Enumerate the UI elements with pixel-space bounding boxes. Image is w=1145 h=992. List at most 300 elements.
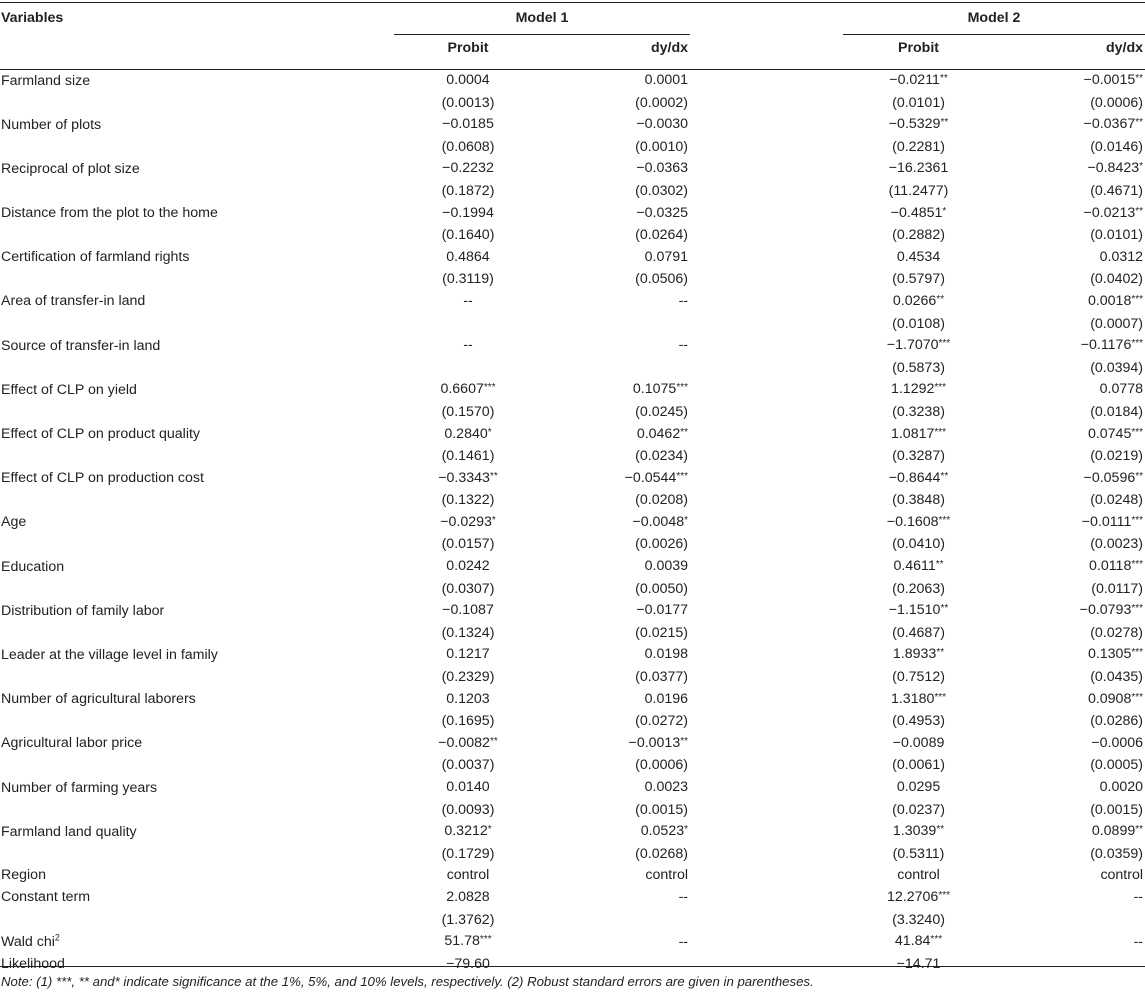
model2-probit-coef-value: −1.7070 xyxy=(886,337,939,354)
model1-dydx-se xyxy=(542,800,690,822)
model2-dydx-coef-significance: *** xyxy=(1131,514,1144,526)
model1-probit-likelihood xyxy=(394,954,542,976)
model1-probit-se xyxy=(394,358,542,380)
table-row xyxy=(0,468,1145,491)
model1-dydx-se-value: (0.0377) xyxy=(635,669,689,686)
model2-probit-se-value: (0.0061) xyxy=(892,757,945,774)
model1-probit-coef-value: -- xyxy=(463,337,473,354)
model1-probit-coef xyxy=(394,556,542,579)
model2-dydx-coef-value: 0.0018 xyxy=(1087,292,1132,309)
model1-probit-se xyxy=(394,137,542,159)
model2-dydx-coef xyxy=(994,556,1145,579)
model1-probit-wald-value: 51.78 xyxy=(444,933,480,950)
model1-dydx-coef xyxy=(542,247,690,270)
table-row xyxy=(0,291,1145,314)
model2-probit-se xyxy=(843,137,994,159)
table-row xyxy=(0,821,1145,844)
model1-probit-constant xyxy=(394,887,542,910)
variable-label xyxy=(0,512,394,535)
model1-dydx-coef-value: -- xyxy=(678,337,689,354)
model1-dydx-se xyxy=(542,225,690,247)
model2-probit-se xyxy=(843,446,994,468)
model1-dydx-coef-value: −0.0177 xyxy=(636,602,689,619)
model1-dydx-se-value: (0.0006) xyxy=(635,757,689,774)
wald-label-superscript: 2 xyxy=(54,931,60,942)
model2-probit-coef-value: 1.8933 xyxy=(892,646,937,663)
model2-dydx-coef xyxy=(994,424,1145,447)
model1-dydx-se xyxy=(542,93,690,115)
model2-probit-se-value: (0.2063) xyxy=(892,580,945,597)
variable-label-value: Reciprocal of plot size xyxy=(1,160,140,177)
model1-probit-coef xyxy=(394,777,542,800)
model2-probit-coef xyxy=(843,335,994,358)
model1-dydx-coef-value: 0.0198 xyxy=(644,646,689,663)
model2-probit-se xyxy=(843,314,994,336)
model2-probit-coef-value: 0.0295 xyxy=(896,779,941,795)
model2-dydx-se-value: (0.0394) xyxy=(1090,359,1144,376)
model2-dydx-se-value: (0.0117) xyxy=(1091,580,1144,597)
model1-probit-coef xyxy=(394,689,542,712)
constant-label xyxy=(0,887,394,910)
variable-label-value: Effect of CLP on production cost xyxy=(1,470,204,487)
model1-probit-coef-value: −0.1087 xyxy=(442,602,494,619)
constant-row xyxy=(0,887,1145,910)
model1-dydx-se-value: (0.0208) xyxy=(635,492,689,509)
model1-dydx-coef-value: 0.1075 xyxy=(632,381,677,398)
model1-probit-se xyxy=(394,490,542,512)
variable-label xyxy=(0,158,394,181)
model1-probit-coef-significance: ** xyxy=(489,735,498,747)
model1-dydx-coef xyxy=(542,733,690,756)
model1-probit-se-value: (0.1640) xyxy=(441,227,495,244)
model2-dydx-se-value: (0.4671) xyxy=(1090,182,1144,199)
model2-dydx-coef-significance: *** xyxy=(1131,647,1144,659)
model1-probit-se-value: (0.0608) xyxy=(441,138,495,155)
table-row xyxy=(0,203,1145,226)
model2-dydx-se xyxy=(994,358,1145,380)
model2-dydx-se xyxy=(994,269,1145,291)
model2-probit-wald xyxy=(843,931,994,954)
model1-probit-coef xyxy=(394,379,542,402)
model1-dydx-wald-value: -- xyxy=(678,933,689,950)
model1-probit-coef xyxy=(394,291,542,314)
model2-probit-se-value: (0.3287) xyxy=(892,448,945,465)
table-row-se xyxy=(0,358,1145,380)
model2-dydx-se-value: (0.0007) xyxy=(1090,315,1144,332)
model2-dydx-coef xyxy=(994,644,1145,667)
model1-dydx-coef-significance: *** xyxy=(676,382,689,394)
model2-dydx-coef xyxy=(994,114,1145,137)
model2-probit-coef-significance: ** xyxy=(940,603,949,615)
model2-dydx-se-value: (0.0286) xyxy=(1090,713,1144,730)
model2-probit-coef-significance: *** xyxy=(934,691,947,703)
model2-dydx-coef-significance: *** xyxy=(1131,338,1144,350)
model1-probit-constant-se-value: (1.3762) xyxy=(441,911,495,928)
model2-probit-coef xyxy=(843,114,994,137)
model2-probit-coef-value: 1.0817 xyxy=(890,425,935,442)
model2-probit-se-value: (0.3848) xyxy=(892,492,945,509)
model2-probit-constant-significance: *** xyxy=(938,889,950,901)
model2-probit-coef-significance: ** xyxy=(936,824,945,836)
model1-dydx-se xyxy=(542,490,690,512)
model2-dydx-region xyxy=(994,865,1145,887)
model2-dydx-coef-significance: ** xyxy=(1135,205,1144,217)
model2-probit-coef-value: 1.3180 xyxy=(890,690,935,707)
model1-probit-se-value: (0.1570) xyxy=(441,403,495,420)
model1-probit-wald xyxy=(394,931,542,954)
model2-dydx-se xyxy=(994,711,1145,733)
model1-dydx-coef xyxy=(542,512,690,535)
model1-dydx-coef xyxy=(542,291,690,314)
model2-dydx-wald xyxy=(994,931,1145,954)
model2-probit-coef-value: 1.1292 xyxy=(890,381,935,398)
model2-probit-se xyxy=(843,844,994,866)
model2-probit-coef-significance: ** xyxy=(936,647,945,659)
model1-dydx-coef-value: -- xyxy=(678,292,689,309)
model2-probit-wald-significance: *** xyxy=(930,934,943,946)
model2-probit-se xyxy=(843,490,994,512)
table-row xyxy=(0,424,1145,447)
model2-dydx-se-value: (0.0219) xyxy=(1090,448,1144,465)
model2-probit-region xyxy=(843,865,994,887)
model1-dydx-se xyxy=(542,402,690,424)
model1-dydx-se-value: (0.0506) xyxy=(635,271,689,288)
variable-label xyxy=(0,291,394,314)
constant-row-se xyxy=(0,910,1145,932)
model2-probit-coef-value: 0.4534 xyxy=(896,248,941,265)
table-row xyxy=(0,70,1145,93)
model1-probit-coef xyxy=(394,70,542,93)
model1-probit-coef-value: −0.0293 xyxy=(440,513,492,530)
table-row xyxy=(0,777,1145,800)
table-row xyxy=(0,114,1145,137)
model1-dydx-se xyxy=(542,534,690,556)
model2-dydx-coef-value: 0.0899 xyxy=(1091,823,1136,840)
table-row xyxy=(0,512,1145,535)
region-label-value: Region xyxy=(1,867,46,884)
model1-dydx-coef-significance: ** xyxy=(680,426,689,438)
model2-dydx-header: dy/dx xyxy=(1105,40,1144,56)
model1-dydx-coef xyxy=(542,203,690,226)
table-row xyxy=(0,247,1145,270)
model1-dydx-coef-significance: ** xyxy=(680,735,689,747)
model2-dydx-coef-value: 0.0020 xyxy=(1099,779,1144,795)
model2-dydx-se xyxy=(994,314,1145,336)
model2-probit-coef-significance: *** xyxy=(934,426,947,438)
variable-label xyxy=(0,689,394,712)
table-row xyxy=(0,556,1145,579)
model2-probit-coef-value: 0.0266 xyxy=(892,292,937,309)
model1-dydx-se-value: (0.0015) xyxy=(635,801,689,818)
variable-label-value: Farmland land quality xyxy=(1,823,137,840)
model2-dydx-coef-value: −0.0111 xyxy=(1081,513,1132,530)
model1-dydx-se xyxy=(542,667,690,689)
model1-dydx-coef-value: −0.0030 xyxy=(636,116,689,133)
model2-dydx-coef xyxy=(994,203,1145,226)
model2-probit-se-value: (0.3238) xyxy=(892,403,945,420)
variable-label xyxy=(0,247,394,270)
variable-label xyxy=(0,70,394,93)
model2-header: Model 2 xyxy=(967,10,1021,26)
table-row-se xyxy=(0,534,1145,556)
model2-probit-coef-value: 1.3039 xyxy=(892,823,937,840)
model1-dydx-constant xyxy=(542,887,690,910)
model2-dydx-coef xyxy=(994,512,1145,535)
variable-label-value: Farmland size xyxy=(1,72,91,89)
model1-dydx-coef-value: −0.0325 xyxy=(636,204,689,221)
model2-probit-se-value: (0.4953) xyxy=(892,713,945,730)
wald-label xyxy=(0,931,394,954)
model2-probit-se xyxy=(843,358,994,380)
variable-label-value: Area of transfer-in land xyxy=(1,293,146,310)
model2-probit-se xyxy=(843,667,994,689)
variable-label-value: Number of plots xyxy=(1,116,102,133)
model2-dydx-coef xyxy=(994,821,1145,844)
variable-label xyxy=(0,821,394,844)
model1-probit-se-value: (0.1729) xyxy=(441,845,495,862)
model2-dydx-se xyxy=(994,844,1145,866)
model2-dydx-se-value: (0.0015) xyxy=(1090,801,1144,818)
model1-dydx-coef-significance: *** xyxy=(676,470,689,482)
model1-probit-coef xyxy=(394,644,542,667)
region-label xyxy=(0,865,394,887)
model1-dydx-se xyxy=(542,269,690,291)
model1-dydx-coef xyxy=(542,335,690,358)
model2-probit-coef xyxy=(843,556,994,579)
table-row xyxy=(0,733,1145,756)
model1-probit-likelihood-value: −79.60 xyxy=(446,955,490,972)
model1-probit-coef-significance: * xyxy=(487,426,492,438)
variable-label xyxy=(0,203,394,226)
model1-probit-se xyxy=(394,446,542,468)
model2-probit-se-value: (0.0108) xyxy=(892,315,945,332)
model2-probit-se-value: (0.0237) xyxy=(892,801,945,818)
model1-dydx-se xyxy=(542,446,690,468)
model1-probit-se xyxy=(394,623,542,645)
model1-dydx-coef-value: 0.0523 xyxy=(640,823,685,840)
model1-probit-se-value: (0.0307) xyxy=(441,580,495,597)
table-row-se xyxy=(0,402,1145,424)
model2-probit-se xyxy=(843,800,994,822)
model1-dydx-se-value: (0.0272) xyxy=(635,713,689,730)
table-row-se xyxy=(0,490,1145,512)
variable-label-value: Education xyxy=(1,558,65,575)
model2-dydx-coef xyxy=(994,379,1145,402)
model1-dydx-se xyxy=(542,755,690,777)
table-row-se xyxy=(0,844,1145,866)
model1-dydx-constant-value: -- xyxy=(678,889,689,906)
model1-dydx-coef-value: −0.0013 xyxy=(628,734,681,751)
model2-dydx-se xyxy=(994,534,1145,556)
model2-dydx-se-value: (0.0146) xyxy=(1090,138,1144,155)
model1-probit-coef-value: 0.2840 xyxy=(444,425,488,442)
model2-dydx-coef xyxy=(994,733,1145,756)
wald-label-text: Wald chi xyxy=(1,933,55,950)
model2-dydx-coef-value: −0.0006 xyxy=(1091,734,1144,751)
model2-dydx-coef xyxy=(994,291,1145,314)
model1-probit-se xyxy=(394,579,542,601)
model2-probit-se xyxy=(843,93,994,115)
model1-probit-se xyxy=(394,402,542,424)
model2-dydx-se-value: (0.0278) xyxy=(1090,624,1144,641)
model1-probit-coef-value: −0.0185 xyxy=(442,116,494,133)
variables-header: Variables xyxy=(1,10,64,26)
model2-probit-coef-significance: *** xyxy=(938,338,951,350)
model2-dydx-coef-value: 0.0908 xyxy=(1087,690,1132,707)
model1-dydx-se-value: (0.0268) xyxy=(635,845,689,862)
model2-probit-likelihood xyxy=(843,954,994,976)
model1-probit-coef xyxy=(394,468,542,491)
model2-dydx-coef-significance: ** xyxy=(1135,824,1144,836)
model2-probit-se-value: (0.5873) xyxy=(892,359,945,376)
table-row-se xyxy=(0,314,1145,336)
model1-dydx-coef-significance: * xyxy=(684,514,689,526)
model1-probit-coef xyxy=(394,821,542,844)
model2-probit-coef-value: −0.4851 xyxy=(890,204,943,221)
model1-probit-coef-significance: *** xyxy=(483,382,496,394)
model1-dydx-coef xyxy=(542,600,690,623)
model1-dydx-se-value: (0.0010) xyxy=(635,138,689,155)
model1-dydx-wald xyxy=(542,931,690,954)
model2-probit-coef-significance: ** xyxy=(935,559,944,571)
constant-label-value: Constant term xyxy=(1,889,91,906)
model2-probit-wald-value: 41.84 xyxy=(894,933,931,950)
model2-dydx-coef-value: 0.0745 xyxy=(1087,425,1132,442)
model1-header: Model 1 xyxy=(515,10,569,26)
model1-probit-se xyxy=(394,534,542,556)
model2-probit-coef-significance: *** xyxy=(934,382,947,394)
model2-dydx-se xyxy=(994,93,1145,115)
model2-dydx-coef-value: 0.0118 xyxy=(1089,558,1132,575)
table-bottom-rule xyxy=(0,966,1145,967)
table-note: Note: (1) ***, ** and* indicate significance at the 1%, 5%, and 10% levels, respectively. (2) Robust standard errors are given in parentheses. xyxy=(1,974,814,989)
model1-dydx-coef xyxy=(542,114,690,137)
model1-probit-coef xyxy=(394,114,542,137)
model2-dydx-se xyxy=(994,402,1145,424)
model1-dydx-coef-significance: * xyxy=(684,824,689,836)
model1-dydx-se xyxy=(542,358,690,380)
model2-dydx-se-value: (0.0359) xyxy=(1090,845,1144,862)
model2-probit-se xyxy=(843,402,994,424)
model2-probit-constant-se xyxy=(843,910,994,932)
model2-probit-coef xyxy=(843,70,994,93)
model2-dydx-coef-value: −0.0213 xyxy=(1083,204,1136,221)
model2-dydx-coef-significance: *** xyxy=(1131,426,1144,438)
model1-probit-se-value: (0.0093) xyxy=(441,801,495,818)
model1-probit-se xyxy=(394,755,542,777)
model1-probit-se xyxy=(394,93,542,115)
model2-dydx-coef xyxy=(994,70,1145,93)
model2-probit-coef-value: −0.1608 xyxy=(886,513,939,530)
variable-label xyxy=(0,114,394,137)
variable-label-value: Certification of farmland rights xyxy=(1,249,190,266)
model1-dydx-coef-value: 0.0001 xyxy=(644,72,689,88)
model1-probit-wald-significance: *** xyxy=(479,934,492,946)
model2-dydx-coef-significance: *** xyxy=(1131,603,1144,615)
table-row xyxy=(0,644,1145,667)
model1-probit-se-value: (0.3119) xyxy=(442,271,494,288)
model2-probit-coef-value: −1.1510 xyxy=(888,602,941,619)
model2-dydx-coef-value: −0.0793 xyxy=(1079,602,1132,619)
model1-dydx-coef-value: 0.0039 xyxy=(644,558,689,575)
model1-dydx-coef xyxy=(542,689,690,712)
likelihood-row xyxy=(0,954,1145,976)
model1-dydx-coef xyxy=(542,70,690,93)
model1-probit-coef xyxy=(394,424,542,447)
model1-dydx-coef-value: 0.0023 xyxy=(644,779,689,795)
model1-probit-coef xyxy=(394,203,542,226)
model2-probit-se-value: (0.0101) xyxy=(892,94,945,111)
table-row-se xyxy=(0,755,1145,777)
model2-probit-constant-se-value: (3.3240) xyxy=(892,911,945,928)
model1-dydx-se xyxy=(542,711,690,733)
model2-probit-se xyxy=(843,579,994,601)
model1-probit-coef-value: −0.0082 xyxy=(438,734,490,751)
model1-probit-coef-value: 0.6607 xyxy=(440,381,484,398)
model2-probit-coef-significance: * xyxy=(942,205,947,217)
model2-dydx-se-value: (0.0005) xyxy=(1090,757,1144,774)
model1-dydx-coef xyxy=(542,644,690,667)
model2-probit-coef xyxy=(843,600,994,623)
model2-probit-coef-value: −0.0089 xyxy=(892,734,945,751)
model1-probit-coef-value: −0.2232 xyxy=(442,160,494,177)
model1-probit-constant-se xyxy=(394,910,542,932)
model1-dydx-coef-value: 0.0462 xyxy=(636,425,681,442)
variable-label xyxy=(0,379,394,402)
model1-dydx-se xyxy=(542,181,690,203)
model2-dydx-coef xyxy=(994,777,1145,800)
model2-probit-se-value: (0.2882) xyxy=(892,227,945,244)
likelihood-label xyxy=(0,954,394,976)
model2-probit-coef xyxy=(843,644,994,667)
model1-dydx-coef xyxy=(542,556,690,579)
model1-probit-region xyxy=(394,865,542,887)
model1-probit-coef-value: 0.0004 xyxy=(446,72,490,88)
model2-dydx-se xyxy=(994,181,1145,203)
model2-probit-coef xyxy=(843,689,994,712)
model2-probit-coef xyxy=(843,512,994,535)
model2-dydx-coef-value: −0.1176 xyxy=(1080,337,1132,354)
model2-probit-coef xyxy=(843,468,994,491)
model2-dydx-region-value: control xyxy=(1100,867,1144,884)
model1-probit-se xyxy=(394,269,542,291)
model1-probit-se-value: (0.1324) xyxy=(441,624,495,641)
variable-label-value: Source of transfer-in land xyxy=(1,337,161,354)
variable-label-value: Leader at the village level in family xyxy=(1,646,218,663)
model1-probit-coef-value: -- xyxy=(463,292,473,309)
model1-dydx-se xyxy=(542,314,690,336)
model2-probit-se-value: (0.5797) xyxy=(892,271,945,288)
model2-dydx-coef-significance: ** xyxy=(1135,470,1144,482)
table-row xyxy=(0,158,1145,181)
table-row xyxy=(0,689,1145,712)
variable-label xyxy=(0,556,394,579)
model2-probit-se xyxy=(843,755,994,777)
model1-probit-se xyxy=(394,711,542,733)
model1-dydx-se-value: (0.0302) xyxy=(635,182,689,199)
variable-label-value: Number of farming years xyxy=(1,779,158,796)
model2-dydx-wald-value: -- xyxy=(1133,933,1144,950)
model1-probit-se xyxy=(394,667,542,689)
table-row xyxy=(0,600,1145,623)
model1-probit-coef-value: 0.4864 xyxy=(446,248,490,265)
model1-dydx-region-value: control xyxy=(645,867,689,884)
model1-probit-se-value: (0.2329) xyxy=(441,669,495,686)
model2-dydx-se-value: (0.0101) xyxy=(1090,227,1144,244)
model1-dydx-se-value: (0.0215) xyxy=(635,624,689,641)
model2-dydx-coef xyxy=(994,158,1145,181)
model2-probit-coef xyxy=(843,203,994,226)
